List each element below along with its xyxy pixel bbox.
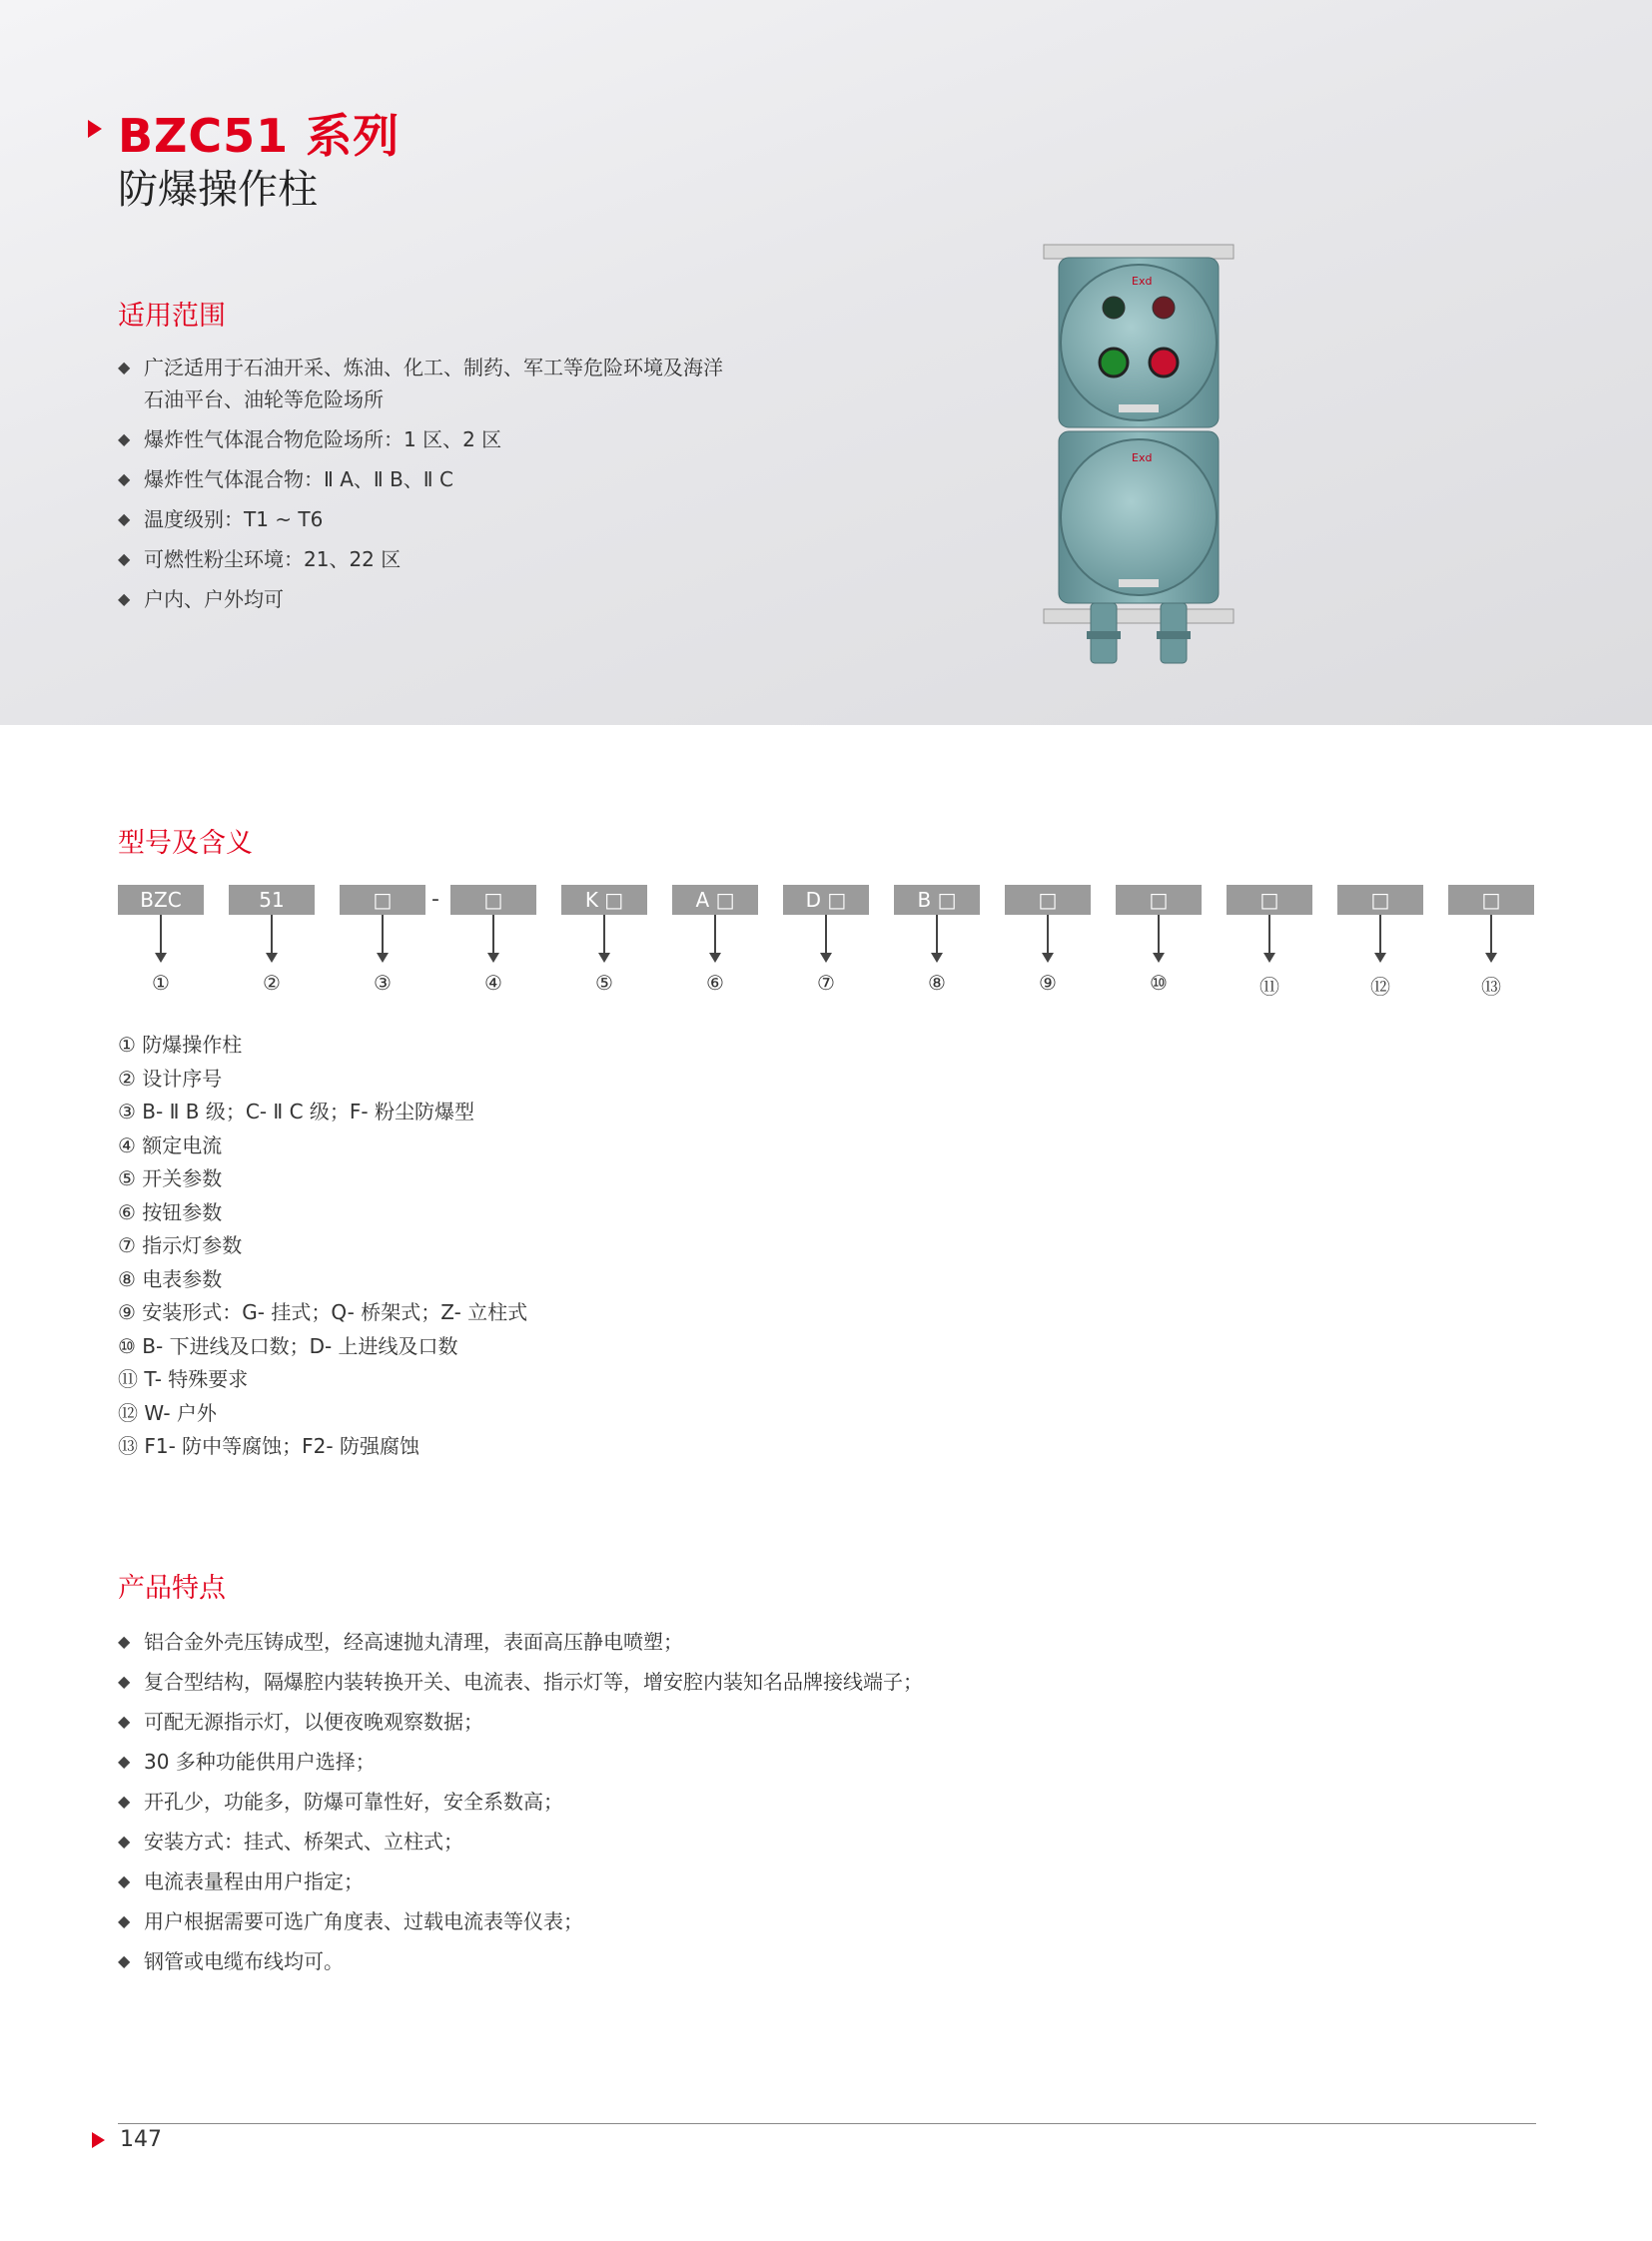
arrow-down-icon [931, 953, 943, 963]
page-number: 147 [120, 2127, 162, 2152]
code-number: ⑨ [1039, 971, 1057, 995]
list-item: ◆ 广泛适用于石油开采、炼油、化工、制药、军工等危险环境及海洋 [118, 352, 723, 383]
series-title: BZC51 系列 [118, 109, 401, 163]
arrow-down-icon [377, 953, 389, 963]
list-item: ◆ 温度级别：T1 ~ T6 [118, 503, 723, 535]
meaning-item: ⑤ 开关参数 [118, 1166, 223, 1190]
list-item-continuation: 石油平台、油轮等危险场所 [144, 387, 384, 411]
mount-bracket-bottom [1044, 609, 1234, 623]
features-list [118, 1628, 923, 1987]
code-box: □ [1116, 885, 1202, 915]
arrow-down-icon [820, 953, 832, 963]
footer-divider [118, 2123, 1536, 2124]
code-number: ④ [484, 971, 502, 995]
code-box: B □ [894, 885, 980, 915]
code-number: ⑬ [1481, 975, 1501, 999]
mount-bracket-top [1044, 245, 1234, 259]
code-number: ⑫ [1370, 975, 1390, 999]
code-cell [672, 885, 758, 995]
title-arrow-icon [88, 120, 102, 138]
meaning-item: ⑨ 安装形式：G- 挂式；Q- 桥架式；Z- 立柱式 [118, 1300, 528, 1324]
code-number: ⑦ [817, 971, 835, 995]
code-box: □ [1337, 885, 1423, 915]
code-number: ⑧ [928, 971, 946, 995]
red-button [1150, 349, 1178, 376]
meaning-item: ② 设计序号 [118, 1066, 223, 1091]
code-number: ⑩ [1150, 971, 1168, 995]
product-title: 防爆操作柱 [118, 167, 318, 213]
code-box: □ [450, 885, 536, 915]
arrow-down-icon [1263, 953, 1275, 963]
code-number: ⑤ [595, 971, 613, 995]
model-heading: 型号及含义 [118, 828, 253, 859]
meaning-item: ④ 额定电流 [118, 1132, 223, 1157]
list-item: ◆ 可配无源指示灯，以便夜晚观察数据； [118, 1708, 923, 1748]
list-item: ◆ 可燃性粉尘环境：21、22 区 [118, 543, 723, 575]
nameplate-bottom [1119, 579, 1159, 587]
code-cell [894, 885, 980, 995]
arrow-down-icon [1374, 953, 1386, 963]
arrow-down-icon [709, 953, 721, 963]
code-box: □ [340, 885, 425, 915]
nameplate-top [1119, 404, 1159, 412]
list-item: ◆ 30 多种功能供用户选择； [118, 1748, 923, 1788]
list-item: ◆ 开孔少，功能多，防爆可靠性好，安全系数高； [118, 1788, 923, 1828]
code-cell [1116, 885, 1202, 995]
code-number: ⑪ [1259, 975, 1279, 999]
exd-mark-top: Exd [1132, 275, 1153, 288]
green-button [1100, 349, 1128, 376]
arrow-down-icon [1042, 953, 1054, 963]
meaning-item: ⑫ W- 户外 [118, 1400, 217, 1425]
code-cell [1448, 885, 1534, 1000]
page-arrow-icon [92, 2132, 105, 2148]
scope-list [118, 352, 723, 623]
code-box: A □ [672, 885, 758, 915]
meaning-item: ⑪ T- 特殊要求 [118, 1367, 249, 1391]
arrow-down-icon [1153, 953, 1165, 963]
arrow-down-icon [598, 953, 610, 963]
code-box: BZC [118, 885, 204, 915]
code-cell [118, 885, 204, 995]
code-cell [783, 885, 869, 995]
list-item: ◆ 用户根据需要可选广角度表、过载电流表等仪表； [118, 1907, 923, 1947]
code-number: ③ [374, 971, 392, 995]
code-box: □ [1448, 885, 1534, 915]
code-cell [1337, 885, 1423, 1000]
arrow-down-icon [266, 953, 278, 963]
model-code-diagram [118, 885, 1536, 1005]
meaning-item: ⑥ 按钮参数 [118, 1199, 223, 1224]
exd-mark-bottom: Exd [1132, 451, 1153, 464]
code-number: ⑥ [706, 971, 724, 995]
hero-banner [0, 0, 1652, 725]
code-box: □ [1005, 885, 1091, 915]
code-box: 51 [229, 885, 315, 915]
list-item: ◆ 户内、户外均可 [118, 583, 723, 615]
meaning-item: ③ B- Ⅱ B 级；C- Ⅱ C 级；F- 粉尘防爆型 [118, 1100, 475, 1123]
upper-cover [1061, 265, 1217, 420]
list-item: ◆ 电流表量程由用户指定； [118, 1868, 923, 1907]
meaning-item: ⑬ F1- 防中等腐蚀；F2- 防强腐蚀 [118, 1434, 419, 1458]
code-cell [229, 885, 315, 995]
list-item: ◆ 复合型结构，隔爆腔内装转换开关、电流表、指示灯等，增安腔内装知名品牌接线端子； [118, 1668, 923, 1708]
arrow-down-icon [155, 953, 167, 963]
code-cell [1005, 885, 1091, 995]
code-cell [450, 885, 536, 995]
list-item: ◆ 安装方式：挂式、桥架式、立柱式； [118, 1828, 923, 1868]
list-item: ◆ 铝合金外壳压铸成型，经高速抛丸清理，表面高压静电喷塑； [118, 1628, 923, 1668]
meaning-item: ⑦ 指示灯参数 [118, 1233, 243, 1257]
list-item: ◆ 爆炸性气体混合物危险场所：1 区、2 区 [118, 423, 723, 455]
indicator-lamp-green [1103, 297, 1125, 319]
code-number: ② [263, 971, 281, 995]
scope-heading: 适用范围 [118, 301, 226, 332]
meaning-item: ① 防爆操作柱 [118, 1033, 243, 1057]
arrow-down-icon [487, 953, 499, 963]
indicator-lamp-red [1153, 297, 1175, 319]
list-item: ◆ 爆炸性气体混合物：Ⅱ A、Ⅱ B、Ⅱ C [118, 463, 723, 495]
code-cell [561, 885, 647, 995]
code-box: □ [1227, 885, 1312, 915]
product-photo [1029, 240, 1248, 689]
list-item: ◆ 钢管或电缆布线均可。 [118, 1947, 923, 1987]
code-separator: - [431, 887, 439, 912]
features-heading: 产品特点 [118, 1573, 226, 1604]
model-meaning-list [118, 1029, 1017, 1464]
code-box: D □ [783, 885, 869, 915]
arrow-down-icon [1485, 953, 1497, 963]
code-cell [1227, 885, 1312, 1000]
meaning-item: ⑩ B- 下进线及口数；D- 上进线及口数 [118, 1333, 458, 1358]
code-cell [340, 885, 425, 995]
meaning-item: ⑧ 电表参数 [118, 1266, 223, 1291]
code-box: K □ [561, 885, 647, 915]
code-number: ① [152, 971, 170, 995]
